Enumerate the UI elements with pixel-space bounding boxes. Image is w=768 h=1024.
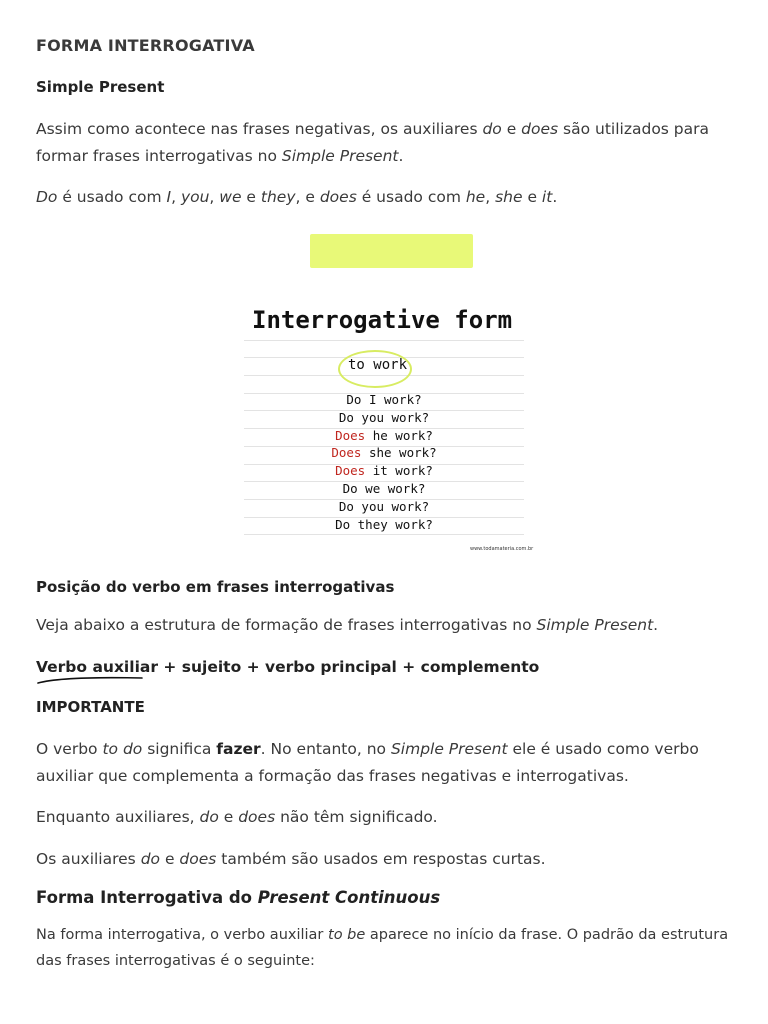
question-rest: we work? [357, 481, 426, 496]
paragraph-structure-intro: Veja abaixo a estrutura de formação de frases interrogativas no Simple Present. [36, 616, 659, 634]
question-rest: he work? [365, 427, 433, 443]
figure-source: www.todamateria.com.br [470, 546, 534, 552]
question-auxiliary: Does [331, 445, 362, 461]
section-heading-verb-position: Posição do verbo em frases interrogativas [36, 578, 395, 596]
paragraph-no-meaning: Enquanto auxiliares, do e does não têm significado. [36, 808, 438, 826]
question-auxiliary: Does [335, 463, 366, 479]
question-auxiliary: Do [335, 516, 351, 532]
question-rest: I work? [361, 392, 422, 407]
interrogative-form-figure [244, 300, 554, 560]
question-rest: you work? [353, 498, 430, 514]
important-heading: IMPORTANTE [36, 698, 145, 716]
figure-question [244, 410, 524, 425]
figure-verb: to work [348, 357, 408, 373]
question-auxiliary: Do [342, 481, 358, 496]
figure-title: Interrogative form [252, 306, 513, 334]
question-auxiliary: Does [335, 427, 366, 443]
subheading-simple-present: Simple Present [36, 78, 165, 96]
section-heading: FORMA INTERROGATIVA [36, 36, 255, 55]
figure-question [244, 463, 524, 478]
highlight-bar [310, 234, 473, 268]
figure-rule-line [244, 534, 524, 535]
paragraph-to-do-meaning: O verbo to do significa fazer. No entanto, no Simple Present ele é usado como verbo auxiliar que complementa a formação das frases negativas e interrogativas. [36, 740, 699, 785]
handwritten-underline [36, 676, 146, 686]
figure-question [244, 445, 524, 460]
figure-question [244, 499, 524, 514]
figure-rule-line [244, 340, 524, 341]
figure-question [244, 517, 524, 532]
auxiliary-verb-label: Verbo auxiliar [36, 658, 158, 676]
figure-question [244, 392, 524, 407]
paragraph-short-answers: Os auxiliares do e does também são usados em respostas curtas. [36, 850, 546, 868]
question-auxiliary: Do [346, 392, 362, 407]
question-rest: you work? [353, 409, 430, 425]
paragraph-intro: Assim como acontece nas frases negativas, os auxiliares do e does são utilizados para formar frases interrogativas no Simple Present. [36, 120, 710, 165]
figure-question [244, 481, 524, 496]
question-auxiliary: Do [338, 409, 354, 425]
question-rest: it work? [365, 463, 433, 479]
structure-formula: Verbo auxiliar + sujeito + verbo principal + complemento [36, 658, 540, 676]
question-rest: they work? [350, 516, 433, 532]
question-auxiliary: Do [338, 498, 354, 514]
question-rest: she work? [361, 445, 437, 461]
paragraph-to-be: Na forma interrogativa, o verbo auxiliar to be aparece no início da frase. O padrão da estrutura das frases interrogativas é o seguinte: [36, 927, 729, 969]
figure-question [244, 428, 524, 443]
section-heading-present-continuous: Forma Interrogativa do Present Continuous [36, 888, 441, 907]
paragraph-pronouns: Do é usado com I, you, we e they, e does é usado com he, she e it. [36, 188, 558, 206]
